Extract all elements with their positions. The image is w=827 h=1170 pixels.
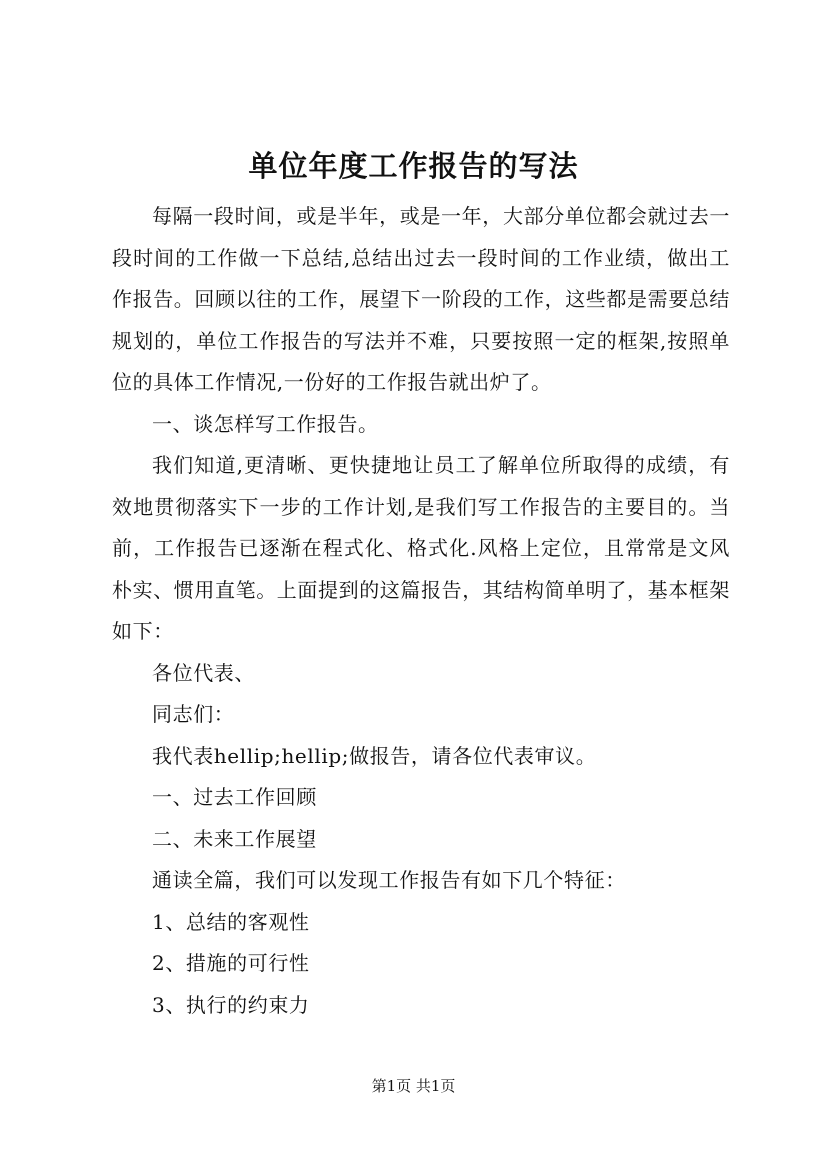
paragraph-intro: 每隔一段时间，或是半年，或是一年，大部分单位都会就过去一段时间的工作做一下总结,总结出过去一段时间的工作业绩，做出工作报告。回顾以往的工作，展望下一阶段的工作，这些都是需要总结规划的，单位工作报告的写法并不难，只要按照一定的框架,按照单位的具体工作情况,一份好的工作报告就出炉了。 [112,204,730,394]
outline-item-outlook: 二、未来工作展望 [152,826,317,851]
section-heading-1: 一、谈怎样写工作报告。 [152,411,379,436]
page-number-footer: 第1页 共1页 [371,1077,456,1095]
salutation-comrades: 同志们： [152,702,235,726]
feature-item-1: 1、总结的客观性 [152,909,310,934]
feature-item-2: 2、措施的可行性 [152,951,310,975]
document-body [112,196,730,1026]
outline-item-review: 一、过去工作回顾 [152,785,317,809]
paragraph-features-intro: 通读全篇，我们可以发现工作报告有如下几个特征： [152,868,626,892]
paragraph-purpose: 我们知道,更清晰、更快捷地让员工了解单位所取得的成绩，有效地贯彻落实下一步的工作计划,是我们写工作报告的主要目的。当前，工作报告已逐渐在程式化、格式化.风格上定位，且常常是文风朴实、惯用直笔。上面提到的这篇报告，其结构简单明了，基本框架如下： [112,453,730,643]
paragraph-report-opening: 我代表hellip;hellip;做报告，请各位代表审议。 [152,743,597,768]
document-title: 单位年度工作报告的写法 [248,149,579,183]
feature-item-3: 3、执行的约束力 [152,992,310,1017]
salutation-delegates: 各位代表、 [152,660,255,685]
